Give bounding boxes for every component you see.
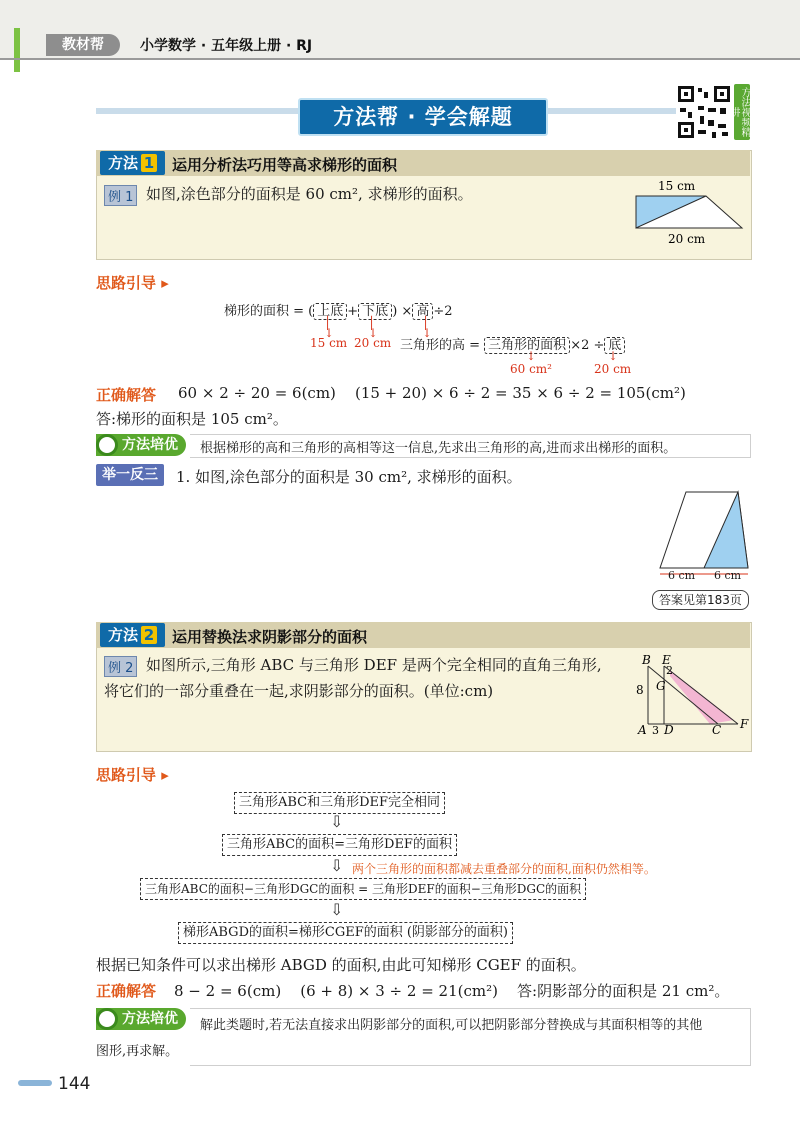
hint2-label-text: 思路引导: [96, 766, 157, 784]
label-8: 8: [636, 683, 644, 697]
flow-arrow2: ⇩: [330, 856, 344, 875]
method2-tag: [100, 623, 165, 647]
answer1-final: 答:梯形的面积是 105 cm²。: [96, 410, 288, 428]
example2-line2: 将它们的一部分重叠在一起,求阴影部分的面积。(单位:cm): [104, 682, 494, 700]
flow-note: 两个三角形的面积都减去重叠部分的面积,面积仍然相等。: [352, 862, 656, 876]
hint2-label: 思路引导 ▸: [96, 766, 169, 784]
trapezoid-figure: [628, 176, 748, 248]
fig1-bottom-label: 20 cm: [668, 232, 706, 246]
triangles-figure: [632, 652, 750, 744]
method1-title: 运用分析法巧用等高求梯形的面积: [172, 156, 398, 174]
dim-left: 6 cm: [668, 569, 696, 582]
practice-question: 1. 如图,涂色部分的面积是 30 cm², 求梯形的面积。: [176, 468, 522, 486]
tip2-line2: 图形,再求解。: [96, 1044, 179, 1059]
arrow-height: │ ↓: [422, 316, 433, 340]
arrow-upper: │ ↓: [324, 316, 335, 340]
method1-tag: [100, 151, 165, 175]
label-B: B: [642, 653, 651, 667]
method2-title: 运用替换法求阴影部分的面积: [172, 628, 368, 646]
flow-step4: 梯形ABGD的面积=梯形CGEF的面积 (阴影部分的面积): [178, 922, 513, 944]
label-A: A: [638, 723, 647, 737]
answer1-label: 正确解答: [96, 386, 157, 404]
tip2-tag: 方法培优: [96, 1008, 186, 1030]
example2-line1: 如图所示,三角形 ABC 与三角形 DEF 是两个完全相同的直角三角形,: [146, 656, 602, 674]
flow-arrow1: ⇩: [330, 812, 344, 831]
base-value: 20 cm: [594, 362, 632, 376]
upper-base-box: 上底: [313, 303, 347, 320]
practice-figure: [652, 488, 756, 584]
practice-tag: 举一反三: [96, 464, 164, 486]
section-banner: 方法帮 · 学会解题: [298, 98, 548, 136]
hint1-label-text: 思路引导: [96, 274, 157, 292]
tip1-text: 根据梯形的高和三角形的高相等这一信息,先求出三角形的高,进而求出梯形的面积。: [200, 441, 677, 456]
base-box: 底: [604, 337, 625, 354]
arrow-tri-area: ↓: [526, 349, 537, 363]
plus-sign: +: [347, 304, 359, 319]
method1-tag-text: 方法: [108, 154, 139, 172]
brand-label: 教材帮: [46, 34, 120, 56]
tri-height-formula: [400, 334, 625, 353]
answer1-calc: 60 × 2 ÷ 20 = 6(cm) (15 + 20) × 6 ÷ 2 = 35 × 6 ÷ 2 = 105(cm²): [178, 384, 686, 402]
height-box: 高: [412, 303, 433, 320]
label-D: D: [664, 723, 674, 737]
tip2-line1: 解此类题时,若无法直接求出阴影部分的面积,可以把阴影部分替换成与其面积相等的其他: [200, 1018, 703, 1033]
video-tag[interactable]: 方法视频精讲: [734, 84, 750, 140]
method2-number: 2: [141, 626, 157, 644]
flow-step1: 三角形ABC和三角形DEF完全相同: [234, 792, 445, 814]
label-E: E: [662, 653, 671, 667]
magnifier-icon: [96, 434, 118, 456]
upper-value: 15 cm: [310, 336, 348, 350]
label-2: 2: [666, 664, 673, 677]
label-F: F: [740, 717, 749, 731]
lower-value: 20 cm: [354, 336, 392, 350]
answer2-label: 正确解答: [96, 982, 157, 1000]
arrow-base: ↓: [608, 349, 619, 363]
example1-tag: 例 1: [104, 185, 137, 206]
div-two: ÷2: [433, 304, 453, 319]
qr-code-icon[interactable]: [676, 84, 732, 140]
tri-rest: ×2 ÷: [570, 338, 605, 353]
footer-ornament: [18, 1080, 52, 1086]
hint1-formula: 梯形的面积 = ( 上底 + 下底 ) × 高 ÷2: [224, 304, 453, 319]
label-G: G: [656, 679, 666, 693]
label-3: 3: [652, 724, 659, 737]
page-number: 144: [58, 1074, 91, 1094]
example1-question: 如图,涂色部分的面积是 60 cm², 求梯形的面积。: [146, 185, 473, 203]
tri-height-label: 三角形的高 =: [400, 338, 481, 353]
method2-tag-text: 方法: [108, 626, 139, 644]
times-sign: ×: [401, 304, 413, 319]
arrow-lower: │ ↓: [368, 316, 379, 340]
header-bar: [0, 0, 800, 60]
header-divider: [0, 58, 800, 60]
hint1-label: 思路引导 ▸: [96, 274, 169, 292]
fig1-top-label: 15 cm: [658, 179, 696, 193]
flow-step3: 三角形ABC的面积−三角形DGC的面积 = 三角形DEF的面积−三角形DGC的面积: [140, 878, 586, 900]
label-C: C: [712, 723, 722, 737]
lower-base-box: 下底: [358, 303, 392, 320]
tri-area-box: 三角形的面积: [484, 337, 570, 354]
method1-number: 1: [141, 154, 157, 172]
answer-ref[interactable]: 答案见第183页: [652, 590, 749, 610]
tip1-tag: 方法培优: [96, 434, 186, 456]
dim-right: 6 cm: [714, 569, 742, 582]
header-accent: [14, 28, 20, 72]
flow-arrow3: ⇩: [330, 900, 344, 919]
flow-step2: 三角形ABC的面积=三角形DEF的面积: [222, 834, 457, 856]
tri-area-value: 60 cm²: [510, 362, 552, 376]
book-title: 小学数学 · 五年级上册 · RJ: [140, 38, 313, 54]
answer2-calc: 8 − 2 = 6(cm) (6 + 8) × 3 ÷ 2 = 21(cm²) 答:阴影部分的面积是 21 cm²。: [174, 982, 730, 1000]
hint2-conclusion: 根据已知条件可以求出梯形 ABGD 的面积,由此可知梯形 CGEF 的面积。: [96, 956, 586, 974]
example2-tag: 例 2: [104, 656, 137, 677]
formula-left: 梯形的面积 =: [224, 304, 305, 319]
magnifier-icon: [96, 1008, 118, 1030]
